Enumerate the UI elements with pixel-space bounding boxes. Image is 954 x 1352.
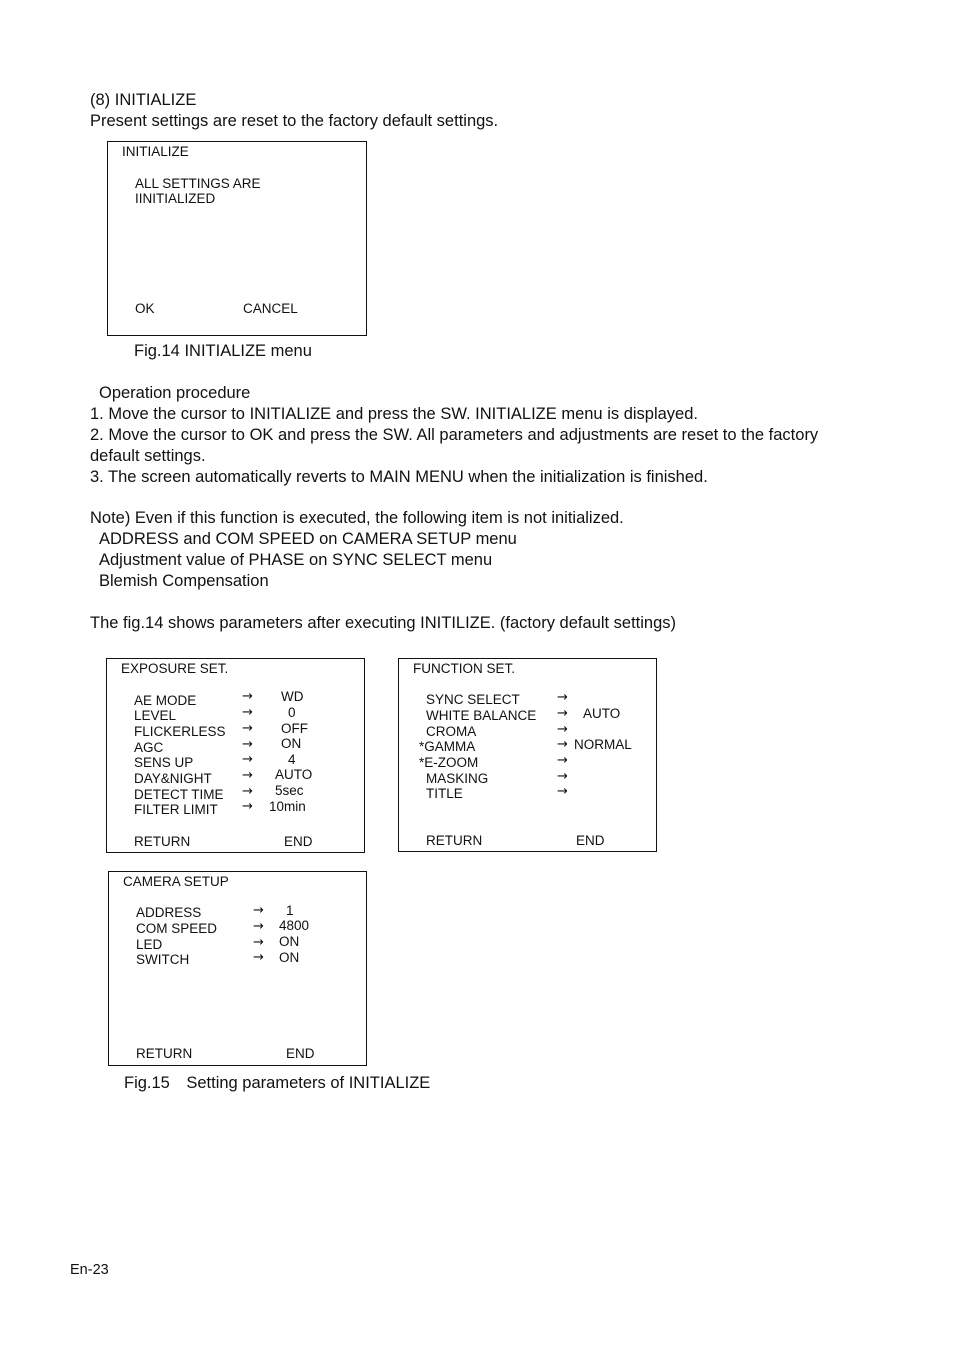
arrow-right-icon: → xyxy=(557,690,568,705)
function-row-label: *GAMMA xyxy=(419,739,476,754)
procedure-step-2: 2. Move the cursor to OK and press the SW. All parameters and adjustments are reset to the factory xyxy=(90,426,819,444)
arrow-right-icon: → xyxy=(242,752,253,767)
end-option: END xyxy=(576,833,605,848)
procedure-step-1: 1. Move the cursor to INITIALIZE and press the SW. INITIALIZE menu is displayed. xyxy=(90,405,698,423)
return-option: RETURN xyxy=(134,834,191,849)
function-row-label: SYNC SELECT xyxy=(426,692,520,707)
page-number: En-23 xyxy=(70,1262,109,1278)
arrow-right-icon: → xyxy=(242,737,253,752)
function-row-label: CROMA xyxy=(426,724,477,739)
arrow-right-icon: → xyxy=(557,753,568,768)
camera-row-value: 4800 xyxy=(279,918,310,933)
function-menu-title: FUNCTION SET. xyxy=(413,661,516,676)
note-item: Blemish Compensation xyxy=(99,572,269,590)
arrow-right-icon: → xyxy=(253,903,264,918)
exposure-row-value: OFF xyxy=(281,721,308,736)
camera-row-value: 1 xyxy=(286,903,294,918)
arrow-right-icon: → xyxy=(242,799,253,814)
arrow-right-icon: → xyxy=(242,784,253,799)
end-option: END xyxy=(284,834,313,849)
initialize-message-line2: IINITIALIZED xyxy=(135,191,216,206)
exposure-row-value: 10min xyxy=(269,799,306,814)
initialize-message-line1: ALL SETTINGS ARE xyxy=(135,176,261,191)
note-intro: Note) Even if this function is executed, the following item is not initialized. xyxy=(90,509,624,527)
function-menu-box xyxy=(398,658,657,852)
function-row-label: WHITE BALANCE xyxy=(426,708,537,723)
arrow-right-icon: → xyxy=(253,919,264,934)
camera-setup-menu-box xyxy=(108,871,367,1066)
function-row-value: NORMAL xyxy=(574,737,632,752)
camera-row-value: ON xyxy=(279,950,300,965)
arrow-right-icon: → xyxy=(557,737,568,752)
note-item: ADDRESS and COM SPEED on CAMERA SETUP menu xyxy=(99,530,517,548)
camera-row-label: COM SPEED xyxy=(136,921,218,936)
exposure-row-value: WD xyxy=(281,689,304,704)
note-item: Adjustment value of PHASE on SYNC SELECT menu xyxy=(99,551,493,569)
procedure-heading: Operation procedure xyxy=(99,384,251,402)
arrow-right-icon: → xyxy=(242,768,253,783)
arrow-right-icon: → xyxy=(557,722,568,737)
exposure-row-label: SENS UP xyxy=(134,755,194,770)
exposure-menu-box xyxy=(106,658,365,853)
exposure-row-label: LEVEL xyxy=(134,708,177,723)
cancel-option: CANCEL xyxy=(243,301,298,316)
camera-row-label: LED xyxy=(136,937,163,952)
exposure-row-label: DAY&NIGHT xyxy=(134,771,212,786)
camera-row-label: SWITCH xyxy=(136,952,190,967)
arrow-right-icon: → xyxy=(557,706,568,721)
arrow-right-icon: → xyxy=(557,769,568,784)
initialize-menu-box xyxy=(107,141,367,336)
arrow-right-icon: → xyxy=(557,784,568,799)
arrow-right-icon: → xyxy=(242,721,253,736)
arrow-right-icon: → xyxy=(242,689,253,704)
ok-option: OK xyxy=(135,301,155,316)
arrow-right-icon: → xyxy=(253,950,264,965)
exposure-row-label: DETECT TIME xyxy=(134,787,224,802)
return-option: RETURN xyxy=(136,1046,193,1061)
return-option: RETURN xyxy=(426,833,483,848)
end-option: END xyxy=(286,1046,315,1061)
camera-row-label: ADDRESS xyxy=(136,905,202,920)
function-row-label: MASKING xyxy=(426,771,489,786)
arrow-right-icon: → xyxy=(253,935,264,950)
section-intro: Present settings are reset to the factory default settings. xyxy=(90,112,499,130)
initialize-menu-title: INITIALIZE xyxy=(122,144,189,159)
camera-row-value: ON xyxy=(279,934,300,949)
procedure-step-2-cont: default settings. xyxy=(90,447,206,465)
exposure-row-value: 4 xyxy=(288,752,296,767)
procedure-step-3: 3. The screen automatically reverts to MAIN MENU when the initialization is finished. xyxy=(90,468,708,486)
exposure-row-label: AGC xyxy=(134,740,164,755)
arrow-right-icon: → xyxy=(242,705,253,720)
function-row-value: AUTO xyxy=(583,706,621,721)
exposure-row-value: 5sec xyxy=(275,783,304,798)
function-row-label: *E-ZOOM xyxy=(419,755,479,770)
exposure-row-label: FILTER LIMIT xyxy=(134,802,218,817)
section-heading: (8) INITIALIZE xyxy=(90,91,197,109)
exposure-row-label: FLICKERLESS xyxy=(134,724,226,739)
exposure-row-value: ON xyxy=(281,736,302,751)
exposure-menu-title: EXPOSURE SET. xyxy=(121,661,229,676)
function-row-label: TITLE xyxy=(426,786,463,801)
camera-setup-menu-title: CAMERA SETUP xyxy=(123,874,229,889)
exposure-row-value: AUTO xyxy=(275,767,313,782)
exposure-row-value: 0 xyxy=(288,705,296,720)
fig15-caption: Fig.15 Setting parameters of INITIALIZE xyxy=(124,1074,431,1092)
fig15-intro: The fig.14 shows parameters after executing INITILIZE. (factory default settings) xyxy=(90,614,677,632)
exposure-row-label: AE MODE xyxy=(134,693,197,708)
fig14-caption: Fig.14 INITIALIZE menu xyxy=(134,342,312,360)
